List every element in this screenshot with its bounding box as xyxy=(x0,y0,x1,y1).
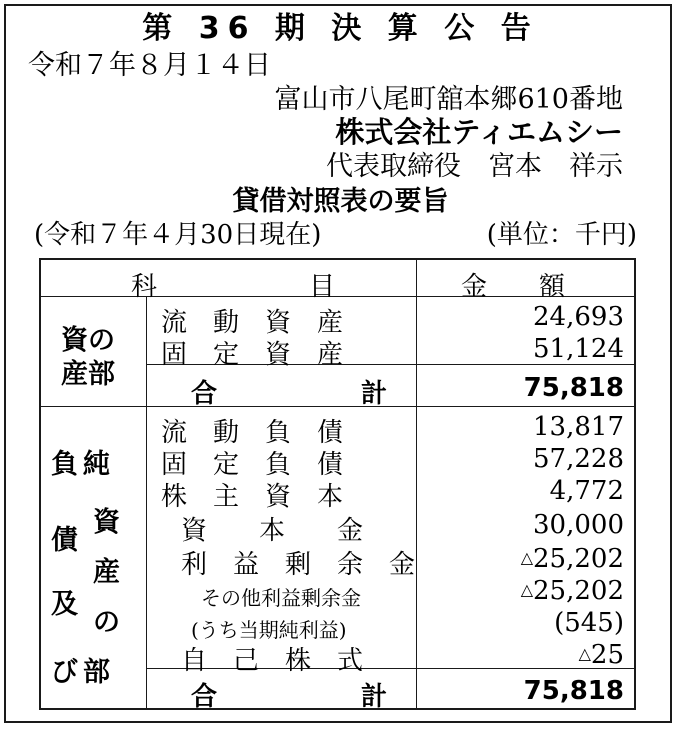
as-of-date: (令和７年４月30日現在) xyxy=(34,220,322,250)
capital-stock-label: 資 本 金 xyxy=(181,516,364,546)
company-name: 株式会社ティエムシー xyxy=(335,115,623,149)
liabilities-total-left: 合 xyxy=(191,682,218,712)
net-assets-char-2: 資 xyxy=(93,507,120,538)
fixed-liabilities-label: 固 定 負 債 xyxy=(161,450,344,480)
representative: 代表取締役 宮本 祥示 xyxy=(326,151,623,182)
shareholders-equity-value: 4,772 xyxy=(549,476,624,506)
assets-label-line2: 産部 xyxy=(61,359,115,390)
assets-divider xyxy=(41,406,634,407)
assets-total-left: 合 xyxy=(191,379,218,409)
treasury-stock-label: 自 己 株 式 xyxy=(181,646,364,676)
net-income-value: (545) xyxy=(554,608,624,638)
amount-divider xyxy=(416,260,417,708)
header-subject-right: 目 xyxy=(309,272,336,302)
treasury-stock-value xyxy=(579,640,624,670)
other-retained-earnings-value xyxy=(521,576,624,606)
current-liabilities-label: 流 動 負 債 xyxy=(161,418,344,448)
header-subject-left: 科 xyxy=(131,272,158,302)
liabilities-total-right: 計 xyxy=(361,682,388,712)
net-assets-char-3: 産 xyxy=(93,557,120,588)
liabilities-char-2: 債 xyxy=(51,525,78,556)
assets-total-value: 75,818 xyxy=(523,373,624,403)
other-retained-earnings-label: その他利益剰余金 xyxy=(201,586,361,610)
net-assets-char-1: 純 xyxy=(83,449,110,480)
retained-earnings-amount: 25,202 xyxy=(533,544,624,574)
negative-mark: △ xyxy=(578,644,591,663)
assets-total-right: 計 xyxy=(361,379,388,409)
current-assets-value: 24,693 xyxy=(533,302,624,332)
current-liabilities-value: 13,817 xyxy=(533,412,624,442)
fixed-assets-label: 固 定 資 産 xyxy=(161,340,344,370)
current-assets-label: 流 動 資 産 xyxy=(161,308,344,338)
company-address: 富山市八尾町舘本郷610番地 xyxy=(274,84,623,115)
net-assets-char-5: 部 xyxy=(83,657,110,688)
treasury-stock-amount: 25 xyxy=(590,640,624,670)
retained-earnings-value xyxy=(521,544,624,574)
net-income-label: (うち当期純利益) xyxy=(191,618,347,642)
capital-stock-value: 30,000 xyxy=(533,510,624,540)
liabilities-char-4: び xyxy=(51,657,78,688)
negative-mark: △ xyxy=(520,548,534,567)
shareholders-equity-label: 株 主 資 本 xyxy=(161,482,344,512)
liabilities-total-value: 75,818 xyxy=(523,676,624,706)
unit-label: (単位：千円) xyxy=(486,220,637,250)
other-retained-earnings-amount: 25,202 xyxy=(533,576,624,606)
balance-sheet-title: 貸借対照表の要旨 xyxy=(232,186,449,217)
header-amount: 金 額 xyxy=(461,272,566,302)
notice-title: 第 36 期 決 算 公 告 xyxy=(142,11,539,46)
notice-date: 令和７年８月１４日 xyxy=(28,50,271,81)
category-divider xyxy=(146,296,147,708)
retained-earnings-label: 利 益 剰 余 金 xyxy=(181,550,416,580)
balance-sheet-table xyxy=(39,258,636,710)
negative-mark: △ xyxy=(520,580,534,599)
liabilities-char-1: 負 xyxy=(51,449,78,480)
liabilities-char-3: 及 xyxy=(51,589,78,620)
fixed-liabilities-value: 57,228 xyxy=(533,444,624,474)
assets-label-line1: 資の xyxy=(61,325,115,356)
fixed-assets-value: 51,124 xyxy=(533,334,624,364)
net-assets-char-4: の xyxy=(93,607,120,638)
